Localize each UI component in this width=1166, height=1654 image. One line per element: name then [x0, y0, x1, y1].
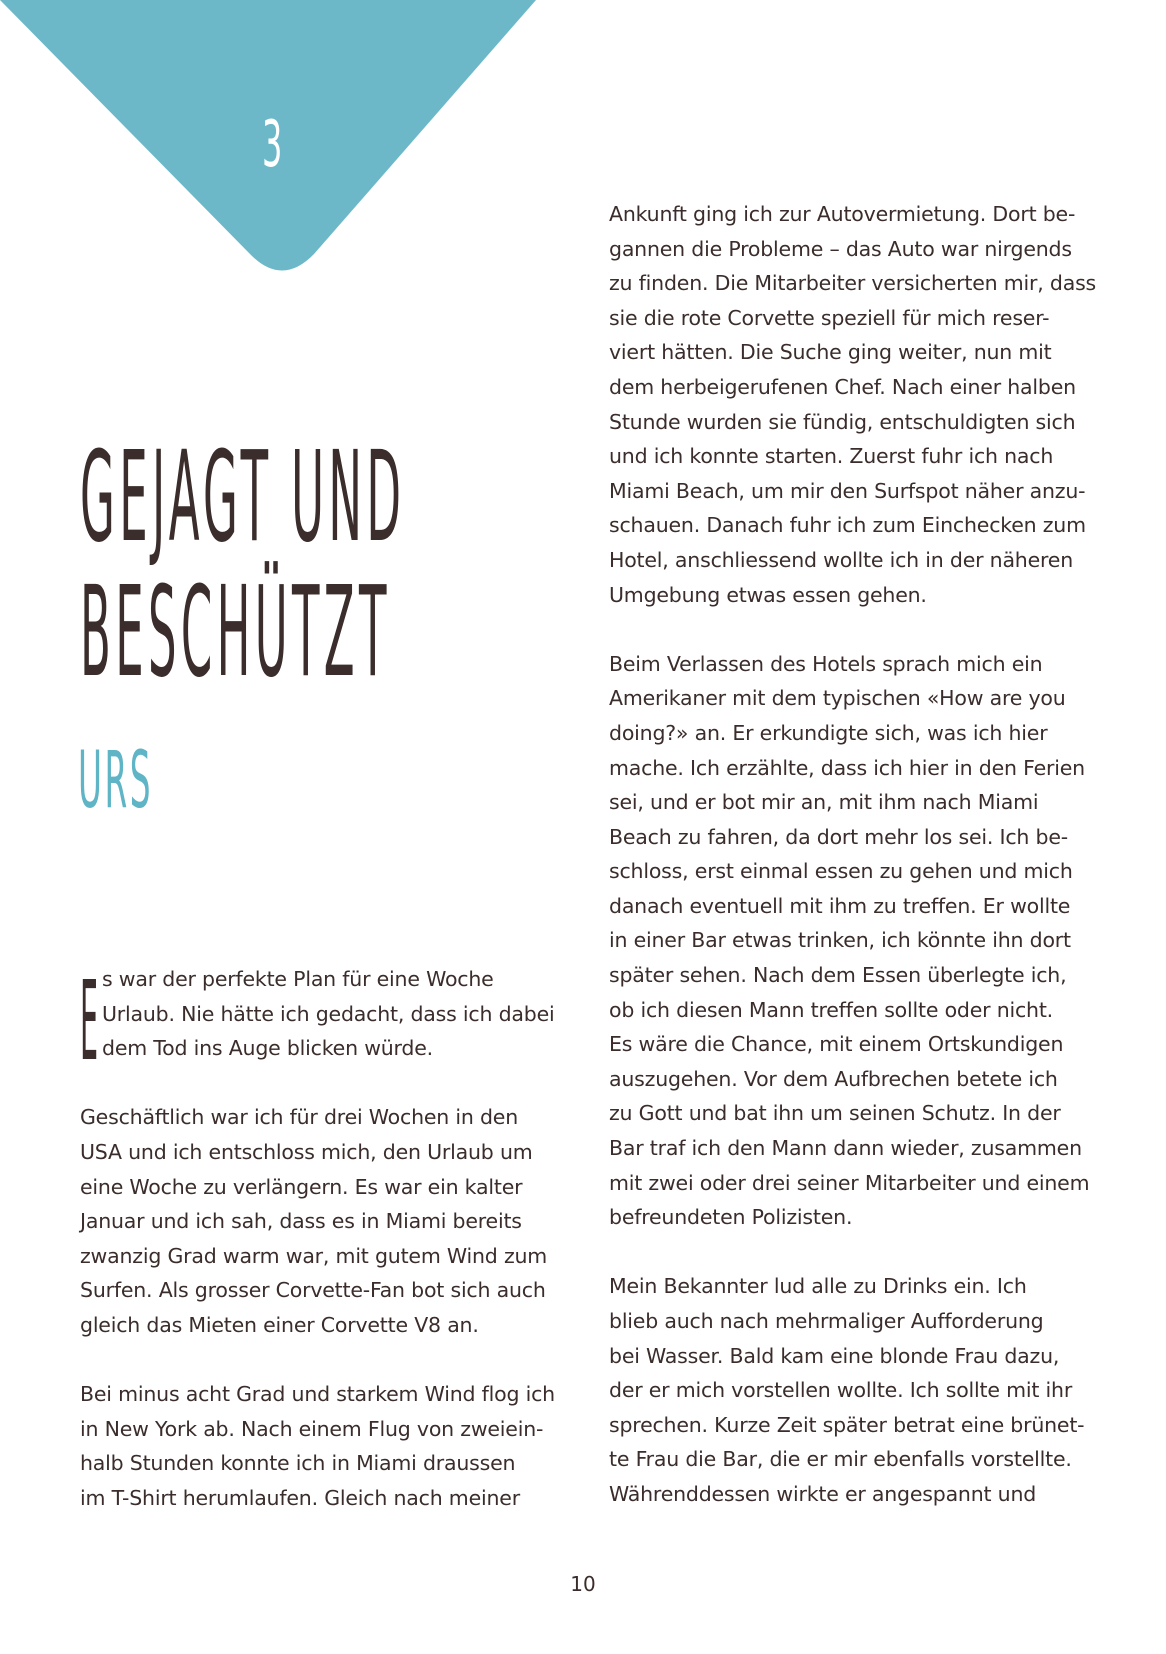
text-line: befreundeten Polizisten. [609, 1205, 853, 1230]
text-line: USA und ich entschloss mich, den Urlaub um [80, 1139, 533, 1164]
text-line: danach eventuell mit ihm zu treffen. Er wollte [609, 893, 1071, 918]
text-line: der er mich vorstellen wollte. Ich sollte mit ihr [609, 1378, 1073, 1403]
page-number: 10 [570, 1572, 596, 1596]
text-line: später sehen. Nach dem Essen überlegte ich, [609, 963, 1067, 988]
text-line: bei Wasser. Bald kam eine blonde Frau dazu, [609, 1343, 1060, 1368]
text-line: zu finden. Die Mitarbeiter versicherten mir, dass [609, 271, 1097, 296]
text-line: te Frau die Bar, die er mir ebenfalls vorstellte. [609, 1447, 1072, 1472]
text-line: mache. Ich erzählte, dass ich hier in den Ferien [609, 755, 1085, 780]
text-line: gleich das Mieten einer Corvette V8 an. [80, 1312, 479, 1337]
text-line: schloss, erst einmal essen zu gehen und mich [609, 859, 1073, 884]
paragraph [80, 1377, 555, 1515]
text-line: halb Stunden konnte ich in Miami draussen [80, 1451, 516, 1476]
text-line: Bei minus acht Grad und starkem Wind flog ich [80, 1382, 555, 1407]
left-text-column [80, 957, 555, 1550]
text-line: Umgebung etwas essen gehen. [609, 582, 927, 607]
text-line: dem herbeigerufenen Chef. Nach einer halben [609, 374, 1076, 399]
text-line: auszugehen. Vor dem Aufbrechen betete ich [609, 1066, 1058, 1091]
text-line: doing?» an. Er erkundigte sich, was ich hier [609, 720, 1048, 745]
chapter-title-line-2: BESCHÜTZT [80, 560, 391, 705]
text-line: Amerikaner mit dem typischen «How are you [609, 686, 1066, 711]
text-line: Beach zu fahren, da dort mehr los sei. Ich be- [609, 824, 1068, 849]
text-line: Ankunft ging ich zur Autovermietung. Dort be- [609, 202, 1076, 226]
text-line: Beim Verlassen des Hotels sprach mich ein [609, 651, 1043, 676]
text-line: sprechen. Kurze Zeit später betrat eine brünet- [609, 1412, 1085, 1437]
text-line: Urlaub. Nie hätte ich gedacht, dass ich dabei [102, 1001, 555, 1026]
right-text-column [609, 197, 1099, 1546]
chapter-title [80, 425, 406, 705]
text-line: Währenddessen wirkte er angespannt und [609, 1481, 1037, 1506]
paragraph [609, 647, 1099, 1235]
text-line: viert hätten. Die Suche ging weiter, nun mit [609, 340, 1052, 365]
text-line: ob ich diesen Mann treffen sollte oder nicht. [609, 997, 1054, 1022]
text-line: in New York ab. Nach einem Flug von zweiein- [80, 1416, 544, 1441]
text-line: dem Tod ins Auge blicken würde. [102, 1036, 433, 1061]
intro-paragraph [80, 957, 555, 1085]
text-line: und ich konnte starten. Zuerst fuhr ich nach [609, 444, 1054, 469]
text-line: Geschäftlich war ich für drei Wochen in den [80, 1105, 519, 1130]
paragraph [80, 1100, 550, 1342]
text-line: Bar traf ich den Mann dann wieder, zusammen [609, 1136, 1082, 1161]
text-line: Hotel, anschliessend wollte ich in der näheren [609, 547, 1073, 572]
paragraph [609, 197, 1099, 612]
paragraph [609, 1269, 1099, 1511]
text-line: Mein Bekannter lud alle zu Drinks ein. Ich [609, 1274, 1027, 1299]
chapter-title-line-1: GEJAGT UND [80, 425, 406, 570]
text-line: zwanzig Grad warm war, mit gutem Wind zum [80, 1243, 548, 1268]
text-line: mit zwei oder drei seiner Mitarbeiter und einem [609, 1170, 1090, 1195]
text-line: Stunde wurden sie fündig, entschuldigten sich [609, 409, 1076, 434]
text-line: sie die rote Corvette speziell für mich reser- [609, 305, 1050, 330]
author-name: URS [78, 736, 154, 826]
text-line: eine Woche zu verlängern. Es war ein kalter [80, 1174, 523, 1199]
text-line: in einer Bar etwas trinken, ich könnte ihn dort [609, 928, 1071, 953]
text-line: gannen die Probleme – das Auto war nirgends [609, 236, 1072, 261]
text-line: Miami Beach, um mir den Surfspot näher anzu- [609, 478, 1086, 503]
drop-cap: E [80, 957, 99, 1085]
text-line: Januar und ich sah, dass es in Miami bereits [80, 1209, 522, 1234]
text-line: zu Gott und bat ihn um seinen Schutz. In der [609, 1101, 1061, 1126]
text-line: schauen. Danach fuhr ich zum Einchecken zum [609, 513, 1086, 538]
text-line: Es wäre die Chance, mit einem Ortskundigen [609, 1032, 1064, 1057]
text-line: sei, und er bot mir an, mit ihm nach Miami [609, 790, 1039, 815]
text-line: Surfen. Als grosser Corvette-Fan bot sich auch [80, 1278, 546, 1303]
text-line: blieb auch nach mehrmaliger Aufforderung [609, 1309, 1044, 1333]
text-line: s war der perfekte Plan für eine Woche [102, 967, 494, 991]
text-line: im T-Shirt herumlaufen. Gleich nach meiner [80, 1485, 520, 1510]
chapter-number: 3 [262, 108, 284, 182]
